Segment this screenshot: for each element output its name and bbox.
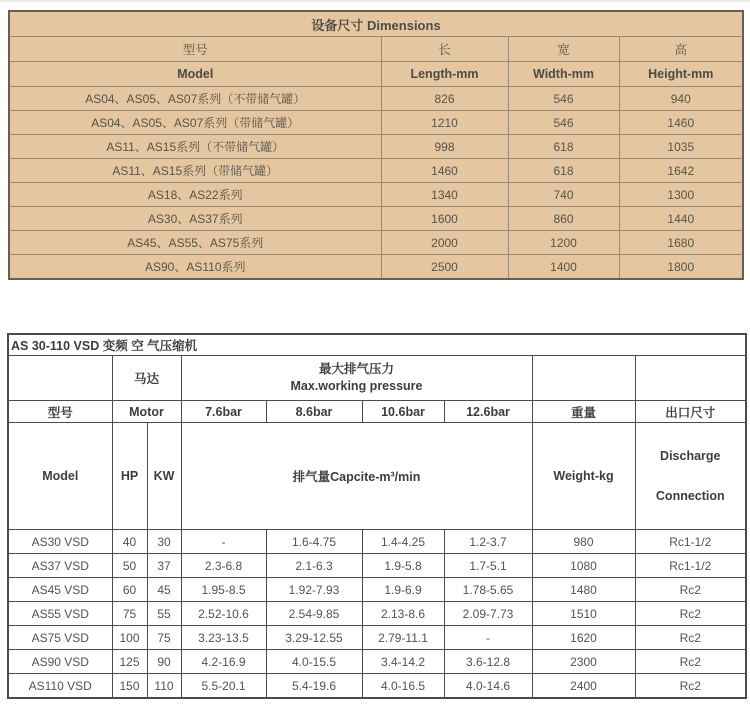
vsd-header-blank-model bbox=[8, 356, 112, 401]
dim-cell-length: 826 bbox=[381, 87, 508, 111]
dim-cell-height: 1440 bbox=[619, 207, 743, 231]
vsd-cell-weight: 2400 bbox=[532, 674, 635, 699]
table-row bbox=[9, 255, 743, 280]
vsd-header-hp: HP bbox=[112, 423, 147, 530]
vsd-header-row-3 bbox=[8, 423, 746, 530]
vsd-header-outlet-cn: 出口尺寸 bbox=[635, 401, 746, 423]
dim-cell-height: 940 bbox=[619, 87, 743, 111]
vsd-header-model-cn: 型号 bbox=[8, 401, 112, 423]
table-row bbox=[8, 578, 746, 602]
vsd-cell-p126: 1.7-5.1 bbox=[444, 554, 532, 578]
vsd-header-model-en: Model bbox=[8, 423, 112, 530]
dim-cell-width: 1400 bbox=[508, 255, 619, 280]
dim-cell-model: AS90、AS110系列 bbox=[9, 255, 381, 280]
vsd-cell-hp: 60 bbox=[112, 578, 147, 602]
vsd-cell-p126: 3.6-12.8 bbox=[444, 650, 532, 674]
vsd-cell-p126: 1.78-5.65 bbox=[444, 578, 532, 602]
dim-header-width-en: Width-mm bbox=[508, 62, 619, 87]
table-row bbox=[8, 674, 746, 699]
vsd-cell-p86: 2.1-6.3 bbox=[266, 554, 362, 578]
table-row bbox=[9, 183, 743, 207]
dimensions-header-row-cn bbox=[9, 37, 743, 62]
vsd-header-discharge-gap bbox=[637, 463, 745, 489]
vsd-header-kw: KW bbox=[147, 423, 181, 530]
dim-cell-model: AS04、AS05、AS07系列（不带储气罐） bbox=[9, 87, 381, 111]
vsd-cell-model: AS110 VSD bbox=[8, 674, 112, 699]
vsd-title-row bbox=[8, 334, 746, 356]
vsd-cell-p86: 3.29-12.55 bbox=[266, 626, 362, 650]
vsd-header-max-pressure-cn: 最大排气压力 bbox=[318, 362, 394, 376]
vsd-cell-weight: 1620 bbox=[532, 626, 635, 650]
dimensions-table-title: 设备尺寸 Dimensions bbox=[9, 11, 743, 37]
dim-cell-length: 998 bbox=[381, 135, 508, 159]
table-row bbox=[8, 626, 746, 650]
dim-cell-model: AS18、AS22系列 bbox=[9, 183, 381, 207]
dim-header-model-cn: 型号 bbox=[9, 37, 381, 62]
table-row bbox=[8, 650, 746, 674]
dim-cell-width: 546 bbox=[508, 87, 619, 111]
dim-header-length-en: Length-mm bbox=[381, 62, 508, 87]
vsd-cell-weight: 980 bbox=[532, 530, 635, 554]
vsd-header-capacity: 排气量Capcite-m³/min bbox=[181, 423, 532, 530]
dim-header-width-cn: 宽 bbox=[508, 37, 619, 62]
table-row bbox=[8, 530, 746, 554]
dim-cell-model: AS30、AS37系列 bbox=[9, 207, 381, 231]
dim-header-height-en: Height-mm bbox=[619, 62, 743, 87]
vsd-cell-discharge: Rc2 bbox=[635, 626, 746, 650]
dim-cell-length: 1600 bbox=[381, 207, 508, 231]
vsd-cell-model: AS30 VSD bbox=[8, 530, 112, 554]
vsd-header-row-2 bbox=[8, 401, 746, 423]
table-row bbox=[9, 159, 743, 183]
vsd-cell-kw: 90 bbox=[147, 650, 181, 674]
dimensions-title-row bbox=[9, 11, 743, 37]
vsd-header-blank-outlet bbox=[635, 356, 746, 401]
vsd-cell-discharge: Rc2 bbox=[635, 674, 746, 699]
dim-cell-width: 546 bbox=[508, 111, 619, 135]
vsd-header-weight-en: Weight-kg bbox=[532, 423, 635, 530]
vsd-cell-weight: 1080 bbox=[532, 554, 635, 578]
dim-cell-length: 2500 bbox=[381, 255, 508, 280]
vsd-cell-kw: 110 bbox=[147, 674, 181, 699]
vsd-cell-model: AS37 VSD bbox=[8, 554, 112, 578]
vsd-cell-p126: 4.0-14.6 bbox=[444, 674, 532, 699]
vsd-header-motor-cn: 马达 bbox=[112, 356, 181, 401]
vsd-cell-p76: 2.3-6.8 bbox=[181, 554, 266, 578]
vsd-cell-model: AS75 VSD bbox=[8, 626, 112, 650]
vsd-header-motor-en: Motor bbox=[112, 401, 181, 423]
dim-cell-model: AS11、AS15系列（不带储气罐） bbox=[9, 135, 381, 159]
vsd-cell-discharge: Rc2 bbox=[635, 650, 746, 674]
vsd-header-blank-weight bbox=[532, 356, 635, 401]
vsd-cell-model: AS55 VSD bbox=[8, 602, 112, 626]
vsd-cell-hp: 40 bbox=[112, 530, 147, 554]
vsd-cell-p106: 2.13-8.6 bbox=[362, 602, 444, 626]
vsd-cell-p76: 3.23-13.5 bbox=[181, 626, 266, 650]
vsd-cell-discharge: Rc2 bbox=[635, 602, 746, 626]
vsd-cell-p126: - bbox=[444, 626, 532, 650]
vsd-cell-hp: 100 bbox=[112, 626, 147, 650]
vsd-cell-p76: 1.95-8.5 bbox=[181, 578, 266, 602]
vsd-compressor-table bbox=[7, 333, 747, 699]
dim-cell-length: 1340 bbox=[381, 183, 508, 207]
dim-cell-height: 1680 bbox=[619, 231, 743, 255]
vsd-cell-p76: 4.2-16.9 bbox=[181, 650, 266, 674]
vsd-header-discharge-line1: Discharge bbox=[660, 449, 721, 463]
dim-header-length-cn: 长 bbox=[381, 37, 508, 62]
dimensions-header-row-en bbox=[9, 62, 743, 87]
vsd-header-bar4: 12.6bar bbox=[444, 401, 532, 423]
vsd-cell-p126: 1.2-3.7 bbox=[444, 530, 532, 554]
vsd-cell-p86: 5.4-19.6 bbox=[266, 674, 362, 699]
vsd-header-weight-cn: 重量 bbox=[532, 401, 635, 423]
vsd-cell-p76: - bbox=[181, 530, 266, 554]
vsd-cell-hp: 50 bbox=[112, 554, 147, 578]
vsd-header-bar2: 8.6bar bbox=[266, 401, 362, 423]
vsd-cell-p106: 3.4-14.2 bbox=[362, 650, 444, 674]
vsd-cell-p106: 2.79-11.1 bbox=[362, 626, 444, 650]
vsd-cell-kw: 30 bbox=[147, 530, 181, 554]
vsd-header-max-pressure-en: Max.working pressure bbox=[290, 379, 423, 393]
dim-header-height-cn: 高 bbox=[619, 37, 743, 62]
vsd-header-bar1: 7.6bar bbox=[181, 401, 266, 423]
vsd-cell-discharge: Rc1-1/2 bbox=[635, 530, 746, 554]
table-row bbox=[9, 231, 743, 255]
vsd-header-row-1 bbox=[8, 356, 746, 401]
vsd-cell-p106: 1.4-4.25 bbox=[362, 530, 444, 554]
dim-cell-model: AS45、AS55、AS75系列 bbox=[9, 231, 381, 255]
vsd-cell-weight: 1510 bbox=[532, 602, 635, 626]
vsd-cell-discharge: Rc2 bbox=[635, 578, 746, 602]
vsd-cell-kw: 37 bbox=[147, 554, 181, 578]
table-row bbox=[9, 207, 743, 231]
vsd-cell-kw: 55 bbox=[147, 602, 181, 626]
dim-cell-height: 1800 bbox=[619, 255, 743, 280]
dim-cell-width: 618 bbox=[508, 135, 619, 159]
dim-cell-model: AS04、AS05、AS07系列（带储气罐） bbox=[9, 111, 381, 135]
table-row bbox=[9, 135, 743, 159]
vsd-cell-weight: 2300 bbox=[532, 650, 635, 674]
vsd-cell-hp: 125 bbox=[112, 650, 147, 674]
vsd-cell-hp: 75 bbox=[112, 602, 147, 626]
vsd-cell-p106: 1.9-6.9 bbox=[362, 578, 444, 602]
dim-cell-model: AS11、AS15系列（带储气罐） bbox=[9, 159, 381, 183]
dim-cell-height: 1300 bbox=[619, 183, 743, 207]
vsd-cell-discharge: Rc1-1/2 bbox=[635, 554, 746, 578]
vsd-cell-p126: 2.09-7.73 bbox=[444, 602, 532, 626]
vsd-cell-p76: 5.5-20.1 bbox=[181, 674, 266, 699]
vsd-cell-p76: 2.52-10.6 bbox=[181, 602, 266, 626]
vsd-cell-p106: 4.0-16.5 bbox=[362, 674, 444, 699]
table-row bbox=[9, 111, 743, 135]
vsd-cell-weight: 1480 bbox=[532, 578, 635, 602]
dim-cell-length: 1460 bbox=[381, 159, 508, 183]
dim-cell-length: 1210 bbox=[381, 111, 508, 135]
vsd-cell-model: AS90 VSD bbox=[8, 650, 112, 674]
dim-cell-width: 618 bbox=[508, 159, 619, 183]
vsd-cell-kw: 45 bbox=[147, 578, 181, 602]
vsd-cell-p86: 1.92-7.93 bbox=[266, 578, 362, 602]
vsd-cell-p86: 2.54-9.85 bbox=[266, 602, 362, 626]
dim-cell-height: 1035 bbox=[619, 135, 743, 159]
dim-cell-height: 1642 bbox=[619, 159, 743, 183]
page-top-strip bbox=[0, 0, 750, 2]
vsd-cell-model: AS45 VSD bbox=[8, 578, 112, 602]
dim-cell-height: 1460 bbox=[619, 111, 743, 135]
vsd-header-discharge bbox=[635, 423, 746, 530]
vsd-header-discharge-line2: Connection bbox=[655, 489, 725, 503]
vsd-table-title: AS 30-110 VSD 变频 空 气压缩机 bbox=[8, 334, 746, 356]
vsd-header-bar3: 10.6bar bbox=[362, 401, 444, 423]
dim-header-model-en: Model bbox=[9, 62, 381, 87]
table-row bbox=[8, 602, 746, 626]
vsd-cell-p86: 1.6-4.75 bbox=[266, 530, 362, 554]
dim-cell-length: 2000 bbox=[381, 231, 508, 255]
dim-cell-width: 740 bbox=[508, 183, 619, 207]
vsd-cell-hp: 150 bbox=[112, 674, 147, 699]
vsd-cell-kw: 75 bbox=[147, 626, 181, 650]
table-row bbox=[8, 554, 746, 578]
vsd-header-max-pressure bbox=[181, 356, 532, 401]
vsd-cell-p106: 1.9-5.8 bbox=[362, 554, 444, 578]
dim-cell-width: 1200 bbox=[508, 231, 619, 255]
dimensions-table bbox=[8, 10, 744, 280]
table-row bbox=[9, 87, 743, 111]
dim-cell-width: 860 bbox=[508, 207, 619, 231]
vsd-cell-p86: 4.0-15.5 bbox=[266, 650, 362, 674]
